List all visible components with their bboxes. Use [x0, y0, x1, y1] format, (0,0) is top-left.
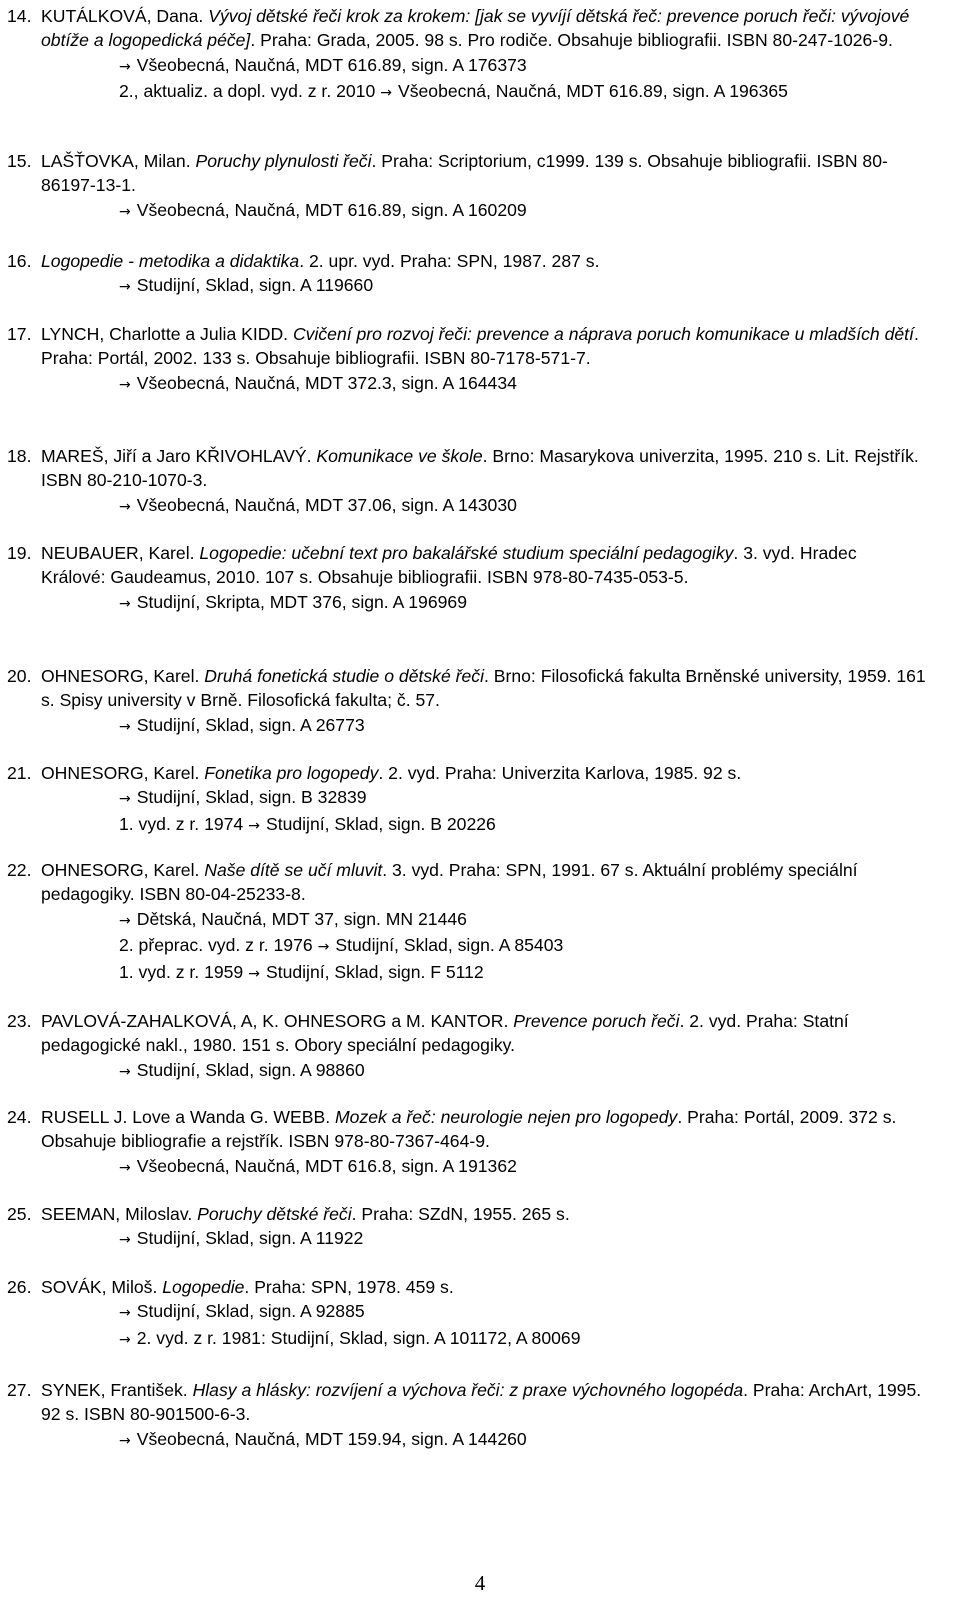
entry-description [41, 249, 926, 273]
entry-number: 18. [7, 446, 32, 466]
entry-description [41, 322, 926, 371]
entry-author: LYNCH, Charlotte a Julia KIDD. [41, 324, 293, 344]
entry-description [41, 664, 926, 713]
holding-text: Studijní, Sklad, sign. F 5112 [265, 961, 484, 982]
holding-text: Studijní, Sklad, sign. A 26773 [136, 714, 365, 735]
arrow-right-icon: → [119, 1159, 131, 1176]
holding-location [41, 198, 926, 224]
entry-author: SYNEK, František. [41, 1380, 193, 1400]
entry-description [41, 1275, 926, 1299]
holding-location [41, 960, 926, 986]
arrow-right-icon: → [248, 965, 260, 982]
holding-text: Všeobecná, Naučná, MDT 616.89, sign. A 196365 [397, 81, 788, 102]
holding-location [41, 1326, 926, 1352]
holding-location [41, 1299, 926, 1325]
holding-text: Všeobecná, Naučná, MDT 616.8, sign. A 191362 [136, 1155, 517, 1176]
arrow-right-icon: → [119, 1063, 131, 1080]
entry-publication: . 2. upr. vyd. Praha: SPN, 1987. 287 s. [299, 251, 600, 271]
holding-location [41, 371, 926, 397]
holding-location [41, 933, 926, 959]
entry-title: Logopedie [162, 1277, 245, 1297]
holding-text: Všeobecná, Naučná, MDT 159.94, sign. A 144260 [136, 1428, 527, 1449]
entry-author: SEEMAN, Miloslav. [41, 1204, 198, 1224]
entry-title: Druhá fonetická studie o dětské řeči [204, 666, 484, 686]
entry-author: NEUBAUER, Karel. [41, 543, 200, 563]
arrow-right-icon: → [119, 1331, 131, 1348]
entry-number: 17. [7, 324, 32, 344]
holding-location [41, 1427, 926, 1453]
entry-author: RUSELL J. Love a Wanda G. WEBB. [41, 1107, 335, 1127]
holding-text: Studijní, Sklad, sign. B 20226 [265, 813, 496, 834]
entry-description [41, 1009, 926, 1058]
arrow-right-icon: → [119, 203, 131, 220]
entry-number: 24. [7, 1107, 32, 1127]
entry-title: Cvičení pro rozvoj řeči: prevence a náprava poruch komunikace u mladších dětí [292, 324, 914, 344]
holding-location [41, 1154, 926, 1180]
arrow-right-icon: → [248, 817, 260, 834]
entry-publication: . 3. vyd. Praha: SPN, 1991. 67 s. Aktuální problémy speciální pedagogiky. ISBN 80-04-25233-8. [41, 860, 858, 905]
holding-text: Všeobecná, Naučná, MDT 616.89, sign. A 176373 [136, 54, 527, 75]
entry-number: 22. [7, 860, 32, 880]
entry-number: 15. [7, 151, 32, 171]
entry-title: Vývoj dětské řeči krok za krokem: [jak se vyvíjí dětská řeč: prevence poruch řeči: vývojové obtíže a logopedická péče] [41, 6, 910, 51]
holding-edition: 1. vyd. z r. 1959 [119, 961, 244, 982]
entry-title: Prevence poruch řeči [513, 1011, 680, 1031]
entry-publication: . Praha: Scriptorium, c1999. 139 s. Obsahuje bibliografii. ISBN 80-86197-13-1. [41, 151, 888, 196]
holding-text: Studijní, Sklad, sign. A 11922 [136, 1228, 364, 1249]
arrow-right-icon: → [380, 85, 392, 102]
holding-location [41, 79, 926, 105]
entry-publication: . 2. vyd. Praha: Statní pedagogické nakl., 1980. 151 s. Obory speciální pedagogiky. [41, 1011, 849, 1056]
arrow-right-icon: → [119, 376, 131, 393]
holding-location [41, 273, 926, 299]
entry-title: Logopedie - metodika a didaktika [41, 251, 300, 271]
entry-author: SOVÁK, Miloš. [41, 1277, 163, 1297]
holding-text: Dětská, Naučná, MDT 37, sign. MN 21446 [136, 908, 467, 929]
holding-text: Studijní, Sklad, sign. B 32839 [136, 787, 367, 808]
entry-publication: . Praha: Grada, 2005. 98 s. Pro rodiče. Obsahuje bibliografii. ISBN 80-247-1026-9. [250, 30, 893, 51]
entry-author: OHNESORG, Karel. [41, 763, 205, 783]
bibliography-entry [0, 761, 926, 838]
entry-publication: . Brno: Filosofická fakulta Brněnské university, 1959. 161 s. Spisy university v Brně. Filosofická fakulta; č. 57. [41, 666, 926, 711]
entry-number: 27. [7, 1380, 32, 1400]
entry-publication: . Praha: Portál, 2002. 133 s. Obsahuje bibliografii. ISBN 80-7178-571-7. [41, 324, 919, 369]
bibliography-entry [0, 664, 926, 739]
holding-location [41, 713, 926, 739]
entry-number: 21. [7, 763, 32, 783]
entry-title: Mozek a řeč: neurologie nejen pro logopedy [335, 1107, 678, 1127]
entry-number: 25. [7, 1204, 32, 1224]
entry-title: Poruchy dětské řeči [197, 1204, 352, 1224]
holding-text: Studijní, Sklad, sign. A 98860 [136, 1059, 365, 1080]
entry-number: 19. [7, 543, 32, 563]
entry-description [41, 4, 926, 53]
bibliography-entry [0, 1105, 926, 1180]
entry-number: 23. [7, 1011, 32, 1031]
bibliography-entry [0, 541, 926, 616]
entry-description [41, 858, 926, 907]
holding-edition: 2. přeprac. vyd. z r. 1976 [119, 935, 313, 956]
holding-text: Studijní, Sklad, sign. A 85403 [335, 935, 564, 956]
entry-author: PAVLOVÁ-ZAHALKOVÁ, A, K. OHNESORG a M. KANTOR. [41, 1011, 514, 1031]
bibliography-entry [0, 4, 926, 106]
bibliography-entry [0, 444, 926, 519]
holding-location [41, 493, 926, 519]
entry-author: KUTÁLKOVÁ, Dana. [41, 6, 209, 26]
entry-description [41, 1378, 926, 1427]
entry-publication: . 2. vyd. Praha: Univerzita Karlova, 1985. 92 s. [378, 763, 742, 783]
entry-description [41, 149, 926, 198]
entry-title: Fonetika pro logopedy [204, 763, 379, 783]
arrow-right-icon: → [119, 791, 131, 808]
entry-author: OHNESORG, Karel. [41, 860, 205, 880]
holding-location [41, 53, 926, 79]
entry-title: Komunikace ve škole [316, 446, 483, 466]
bibliography-entry [0, 149, 926, 224]
holding-text: Studijní, Skripta, MDT 376, sign. A 196969 [136, 591, 467, 612]
holding-location [41, 590, 926, 616]
arrow-right-icon: → [119, 718, 131, 735]
holding-location [41, 812, 926, 838]
arrow-right-icon: → [119, 912, 131, 929]
entry-description [41, 761, 926, 785]
holding-location [41, 785, 926, 811]
entry-number: 26. [7, 1277, 32, 1297]
holding-edition: 2., aktualiz. a dopl. vyd. z r. 2010 [119, 81, 376, 102]
arrow-right-icon: → [119, 279, 131, 296]
arrow-right-icon: → [119, 1305, 131, 1322]
holding-text: 2. vyd. z r. 1981: Studijní, Sklad, sign. A 101172, A 80069 [136, 1327, 581, 1348]
holding-text: Všeobecná, Naučná, MDT 616.89, sign. A 160209 [136, 199, 527, 220]
bibliography-entry [0, 1275, 926, 1352]
holding-edition: 1. vyd. z r. 1974 [119, 813, 244, 834]
entry-author: LAŠŤOVKA, Milan. [41, 151, 196, 171]
entry-number: 14. [7, 6, 32, 26]
arrow-right-icon: → [119, 1232, 131, 1249]
entry-title: Naše dítě se učí mluvit [204, 860, 383, 880]
entry-publication: . 3. vyd. Hradec Králové: Gaudeamus, 2010. 107 s. Obsahuje bibliografii. ISBN 978-80-7435-053-5. [41, 543, 857, 588]
entry-author: OHNESORG, Karel. [41, 666, 205, 686]
bibliography-entry [0, 858, 926, 986]
entry-number: 16. [7, 251, 32, 271]
holding-location [41, 907, 926, 933]
entry-author: MAREŠ, Jiří a Jaro KŘIVOHLAVÝ. [41, 446, 317, 466]
entry-description [41, 1202, 926, 1226]
holding-text: Všeobecná, Naučná, MDT 37.06, sign. A 143030 [136, 494, 517, 515]
arrow-right-icon: → [317, 939, 330, 956]
bibliography-entry [0, 249, 926, 300]
entry-publication: . Praha: Portál, 2009. 372 s. Obsahuje bibliografie a rejstřík. ISBN 978-80-7367-464-9. [41, 1107, 897, 1152]
holding-text: Studijní, Sklad, sign. A 119660 [136, 275, 374, 296]
entry-publication: . Brno: Masarykova univerzita, 1995. 210 s. Lit. Rejstřík. ISBN 80-210-1070-3. [41, 446, 919, 491]
entry-title: Logopedie: učební text pro bakalářské studium speciální pedagogiky [199, 543, 734, 563]
entry-title: Hlasy a hlásky: rozvíjení a výchova řeči: z praxe výchovného logopéda [192, 1380, 744, 1400]
entry-description [41, 541, 926, 590]
entry-title: Poruchy plynulosti řeči [195, 151, 372, 171]
bibliography-entry [0, 1378, 926, 1453]
entry-description [41, 1105, 926, 1154]
holding-location [41, 1226, 926, 1252]
bibliography-entry [0, 1202, 926, 1253]
entry-description [41, 444, 926, 493]
entry-publication: . Praha: SZdN, 1955. 265 s. [351, 1204, 570, 1224]
entry-number: 20. [7, 666, 32, 686]
page-number: 4 [474, 1571, 486, 1595]
holding-text: Studijní, Sklad, sign. A 92885 [136, 1301, 365, 1322]
entry-publication: . Praha: ArchArt, 1995. 92 s. ISBN 80-901500-6-3. [41, 1380, 922, 1425]
arrow-right-icon: → [119, 1432, 131, 1449]
bibliography-entry [0, 1009, 926, 1084]
entry-publication: . Praha: SPN, 1978. 459 s. [244, 1277, 454, 1297]
holding-location [41, 1058, 926, 1084]
bibliography-entry [0, 322, 926, 397]
arrow-right-icon: → [119, 498, 131, 515]
arrow-right-icon: → [119, 58, 131, 75]
arrow-right-icon: → [119, 595, 131, 612]
holding-text: Všeobecná, Naučná, MDT 372.3, sign. A 164434 [136, 372, 517, 393]
